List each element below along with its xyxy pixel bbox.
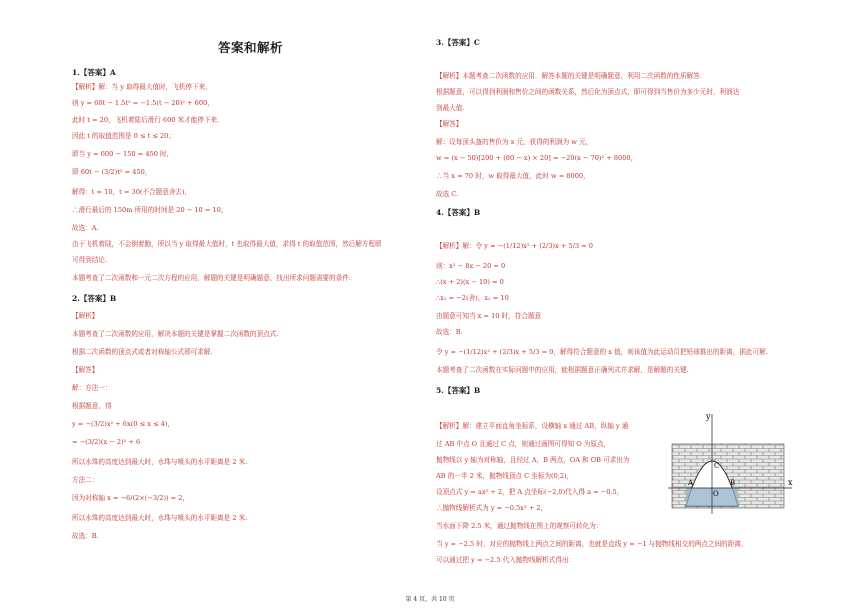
text-line: 可以通过把 y = −2.5 代入抛物线解析式得出： [436, 556, 576, 564]
point-o-label: O [713, 490, 719, 498]
text-line: 故选 C. [436, 190, 459, 198]
text-line: 由于飞机着陆，不会倒着跑，所以当 y 取得最大值时，t 也取得最大值，求得 t 的取值范围，然后解方程即 [72, 240, 382, 248]
text-line: 即当 y = 600 − 150 = 450 时， [72, 150, 174, 158]
text-line: 到最大值. [436, 104, 465, 112]
text-line: 故选：B. [436, 328, 463, 336]
text-line: 【解析】解：令 y = −(1/12)x² + (2/3)x + 5/3 = 0 [436, 242, 593, 250]
text-line: 【解答】 [72, 366, 99, 374]
answer-heading: 3.【答案】C [436, 38, 480, 47]
text-line: ∴滑行最后的 150m 所用的时间是 20 − 10 = 10， [72, 206, 228, 214]
text-line: ∴(x + 2)(x − 10) = 0 [436, 278, 504, 286]
page-footer: 第 4 页，共 10 页 [405, 596, 455, 603]
text-line: 可得到结论. [72, 256, 108, 264]
text-line: 因为对称轴 x = −6/(2×(−3/2)) = 2， [72, 494, 190, 502]
text-line: 解：设每顶头盔的售价为 x 元，获得的利润为 w 元， [436, 138, 593, 146]
answer-heading: 5.【答案】B [436, 386, 481, 395]
text-line: 本题考查了二次函数在实际问题中的应用，能根据题意正确列式并求解，是解题的关键. [436, 366, 689, 374]
text-line: ∴抛物线解析式为 y = −0.5x² + 2， [436, 504, 548, 512]
text-line: 根据题意，可以得到利润和售价之间的函数关系，然后化为顶点式，即可得到当售价为多少元时，利润达 [436, 88, 740, 96]
text-line: 所以水珠的高度达到最大时，水珠与喷头的水平距离是 2 米. [72, 514, 248, 522]
text-line: = −(3/2)(x − 2)² + 6 [72, 438, 141, 446]
x-axis-label: x [788, 478, 793, 487]
text-line: 令 y = −(1/12)x² + (2/3)x + 5/3 = 0，解得符合题意的 x 值，则该值为此运动员把铅球推出的距离，据此可解. [436, 348, 768, 356]
text-line: w = (x − 50)[200 + (80 − x) × 20] = −20(x − 70)² + 8000， [436, 154, 638, 162]
text-line: 则 y = 60t − 1.5t² = −1.5(t − 20)² + 600， [72, 99, 214, 107]
answer-heading: 1.【答案】A [72, 68, 116, 77]
text-line: y = −(3/2)x² + 6x(0 ≤ x ≤ 4)， [72, 420, 174, 428]
point-a-label: A [688, 479, 694, 487]
answer-heading: 4.【答案】B [436, 208, 481, 217]
text-line: 因此 t 的取值范围是 0 ≤ t ≤ 20； [72, 132, 175, 140]
text-line: 过 AB 中点 O 且通过 C 点，则通过画图可得知 O 为原点， [436, 440, 611, 448]
text-line: 由题意可知当 x = 10 时，符合题意 [436, 312, 542, 320]
text-line: ∴当 x = 70 时，w 取得最大值，此时 w = 8000， [436, 172, 590, 180]
y-axis-label: y [706, 412, 711, 421]
text-line: 解得：t = 10，t = 30(不合题意舍去)， [72, 188, 192, 196]
text-line: 根据二次函数的顶点式或者对称轴公式即可求解. [72, 348, 213, 356]
text-line: 当水面下降 2.5 米，通过抛物线在图上的观察可转化为： [436, 522, 603, 530]
point-c-label: C [714, 462, 720, 470]
text-line: 本题考查了二次函数的应用，解决本题的关键是掌握二次函数的顶点式. [72, 330, 279, 338]
text-line: 解：方法一： [72, 384, 112, 392]
text-line: 所以水珠的高度达到最大时，水珠与喷头的水平距离是 2 米. [72, 458, 248, 466]
answer-heading: 2.【答案】B [72, 294, 117, 303]
text-line: 【解析】本题考查二次函数的应用．解答本题的关键是明确题意，利用二次函数的性质解答. [436, 72, 702, 80]
text-line: 【解析】解：建立平面直角坐标系，设横轴 x 通过 AB，纵轴 y 通 [436, 422, 629, 430]
text-line: 设顶点式 y = ax² + 2，把 A 点坐标(−2,0)代入得 a = −0.5， [436, 488, 624, 496]
text-line: 此时 t = 20，飞机着陆后滑行 600 米才能停下来. [72, 116, 220, 124]
text-line: 当 y = −2.5 时，对应的抛物线上两点之间的距离，也就是直线 y = −1 与抛物线相交的两点之间的距离， [436, 540, 748, 548]
text-line: 【解析】 [72, 312, 99, 320]
text-line: 根据题意，得 [72, 402, 112, 410]
bridge-arch-figure [664, 410, 796, 518]
page-title: 答案和解析 [218, 40, 284, 55]
text-line: 即 60t − (3/2)t² = 450， [72, 168, 152, 176]
text-line: AB 的一半 2 米，抛物线顶点 C 坐标为(0,2)， [436, 472, 574, 480]
text-line: 故选：A. [72, 224, 99, 232]
text-line: 方法二： [72, 476, 99, 484]
point-b-label: B [730, 479, 736, 487]
text-line: 【解析】解：当 y 取得最大值时，飞机停下来， [72, 83, 212, 91]
text-line: ∴x₁ = −2(舍)，x₂ = 10 [436, 294, 509, 302]
text-line: 故选：B. [72, 532, 99, 540]
text-line: 则：x² − 8x − 20 = 0 [436, 262, 506, 270]
text-line: 本题考查了二次函数和一元二次方程的应用，解题的关键是明确题意，找出所求问题需要的条件. [72, 274, 352, 282]
text-line: 抛物线以 y 轴为对称轴，且经过 A，B 两点，OA 和 OB 可求出为 [436, 456, 630, 464]
text-line: 【解答】 [436, 120, 463, 128]
